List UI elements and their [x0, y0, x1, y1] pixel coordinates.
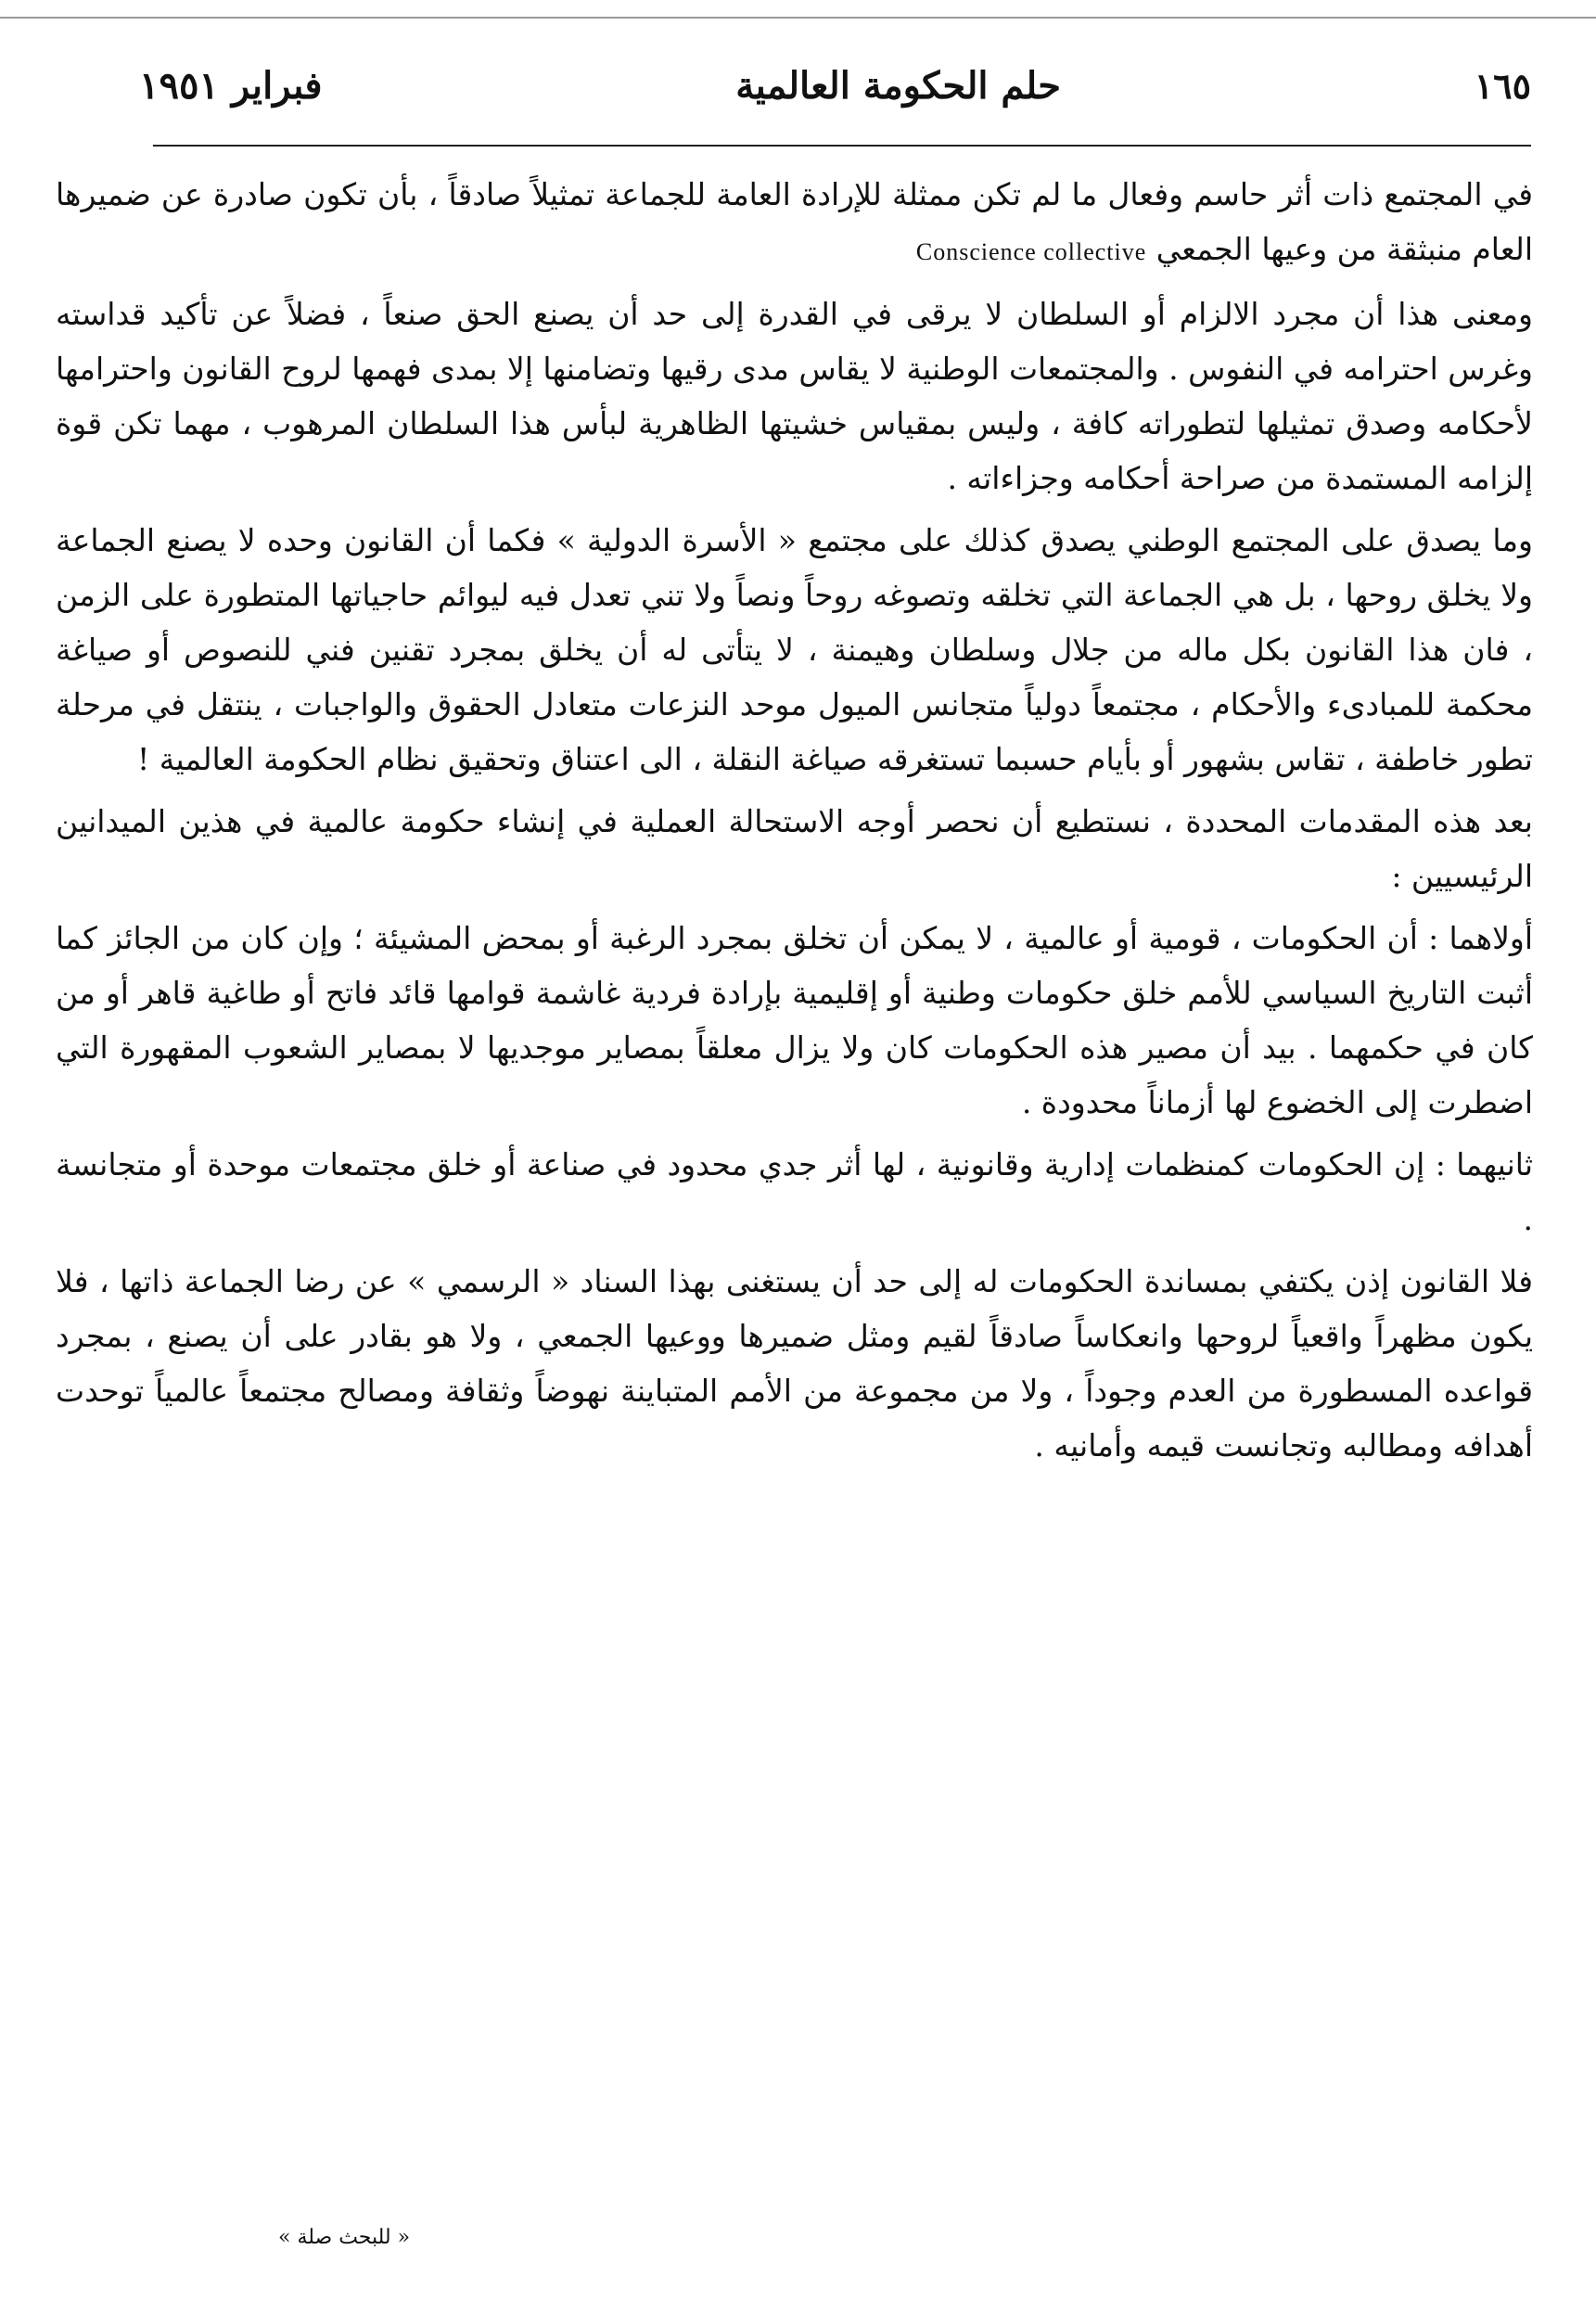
paragraph-6: ثانيهما : إن الحكومات كمنظمات إدارية وقانونية ، لها أثر جدي محدود في صناعة أو خلق مجتمعات موحدة أو متجانسة . [56, 1146, 1533, 1237]
page-number: ١٦٥ [1474, 64, 1531, 107]
continuation-note: « للبحث صلة » [278, 2226, 411, 2249]
paragraph-7: فلا القانون إذن يكتفي بمساندة الحكومات له إلى حد أن يستغنى بهذا السناد « الرسمي » عن رضا الجماعة ذاتها ، فلا يكون مظهراً واقعياً لروحها وانعكاساً صادقاً لقيم ومثل ضميرها ووعيها الجمعي ، ولا هو بقادر على أن يصنع ، بمجرد قواعده المسطورة من العدم وجوداً ، ولا من مجموعة من الأمم المتباينة نهوضاً وثقافة ومصالح مجتمعاً عالمياً توحدت أهدافه ومطالبه وتجانست قيمه وأمانيه . [56, 1263, 1534, 1464]
article-body [56, 167, 1533, 1473]
header-divider [153, 145, 1531, 147]
paragraph-2: ومعنى هذا أن مجرد الالزام أو السلطان لا يرقى في القدرة إلى حد أن يصنع الحق صنعاً ، فضلاً عن تأكيد قداسته وغرس احترامه في النفوس . والمجتمعات الوطنية لا يقاس مدى رقيها وتضامنها إلا بمدى فهمها لروح القانون واحترامها لأحكامه وصدق تمثيلها لتطوراته كافة ، وليس بمقياس خشيتها الظاهرية لبأس هذا السلطان المرهوب ، مهما تكن قوة إلزامه المستمدة من صراحة أحكامه وجزاءاته . [56, 296, 1533, 496]
paragraph-1-text: في المجتمع ذات أثر حاسم وفعال ما لم تكن ممثلة للإرادة العامة للجماعة تمثيلاً صادقاً ، بأن تكون صادرة عن ضميرها العام منبثقة من وعيها الجمعي [56, 176, 1533, 267]
paragraph-3: وما يصدق على المجتمع الوطني يصدق كذلك على مجتمع « الأسرة الدولية » فكما أن القانون وحده لا يصنع الجماعة ولا يخلق روحها ، بل هي الجماعة التي تخلقه وتصوغه روحاً ونصاً ولا تني تعدل فيه ليوائم حاجياتها المتطورة على الزمن ، فان هذا القانون بكل ماله من جلال وسلطان وهيمنة ، لا يتأتى له أن يخلق بمجرد تقنين فني للنصوص أو صياغة محكمة للمبادىء والأحكام ، مجتمعاً دولياً متجانس الميول موحد النزعات متعادل الحقوق والواجبات ، ينتقل في مرحلة تطور خاطفة ، تقاس بشهور أو بأيام حسبما تستغرقه صياغة النقلة ، الى اعتناق وتحقيق نظام الحكومة العالمية ! [56, 522, 1533, 777]
header-title: حلم الحكومة العالمية [735, 63, 1062, 108]
paragraph-1 [56, 167, 1533, 279]
header-date: فبراير ١٩٥١ [139, 63, 323, 108]
running-header [139, 58, 1531, 113]
top-border-rule [0, 17, 1596, 19]
paragraph-4: بعد هذه المقدمات المحددة ، نستطيع أن نحصر أوجه الاستحالة العملية في إنشاء حكومة عالمية في هذين الميدانين الرئيسيين : [56, 803, 1533, 894]
latin-term: Conscience collective [915, 238, 1147, 265]
paragraph-5: أولاهما : أن الحكومات ، قومية أو عالمية ، لا يمكن أن تخلق بمجرد الرغبة أو بمحض المشيئة ؛ وإن كان من الجائز كما أثبت التاريخ السياسي للأمم خلق حكومات وطنية أو إقليمية بإرادة فردية غاشمة قوامها قائد فاتح أو طاغية قاهر أو من كان في حكمهما . بيد أن مصير هذه الحكومات كان ولا يزال معلقاً بمصاير موجديها لا بمصاير الشعوب المقهورة التي اضطرت إلى الخضوع لها أزماناً محدودة . [56, 920, 1533, 1120]
